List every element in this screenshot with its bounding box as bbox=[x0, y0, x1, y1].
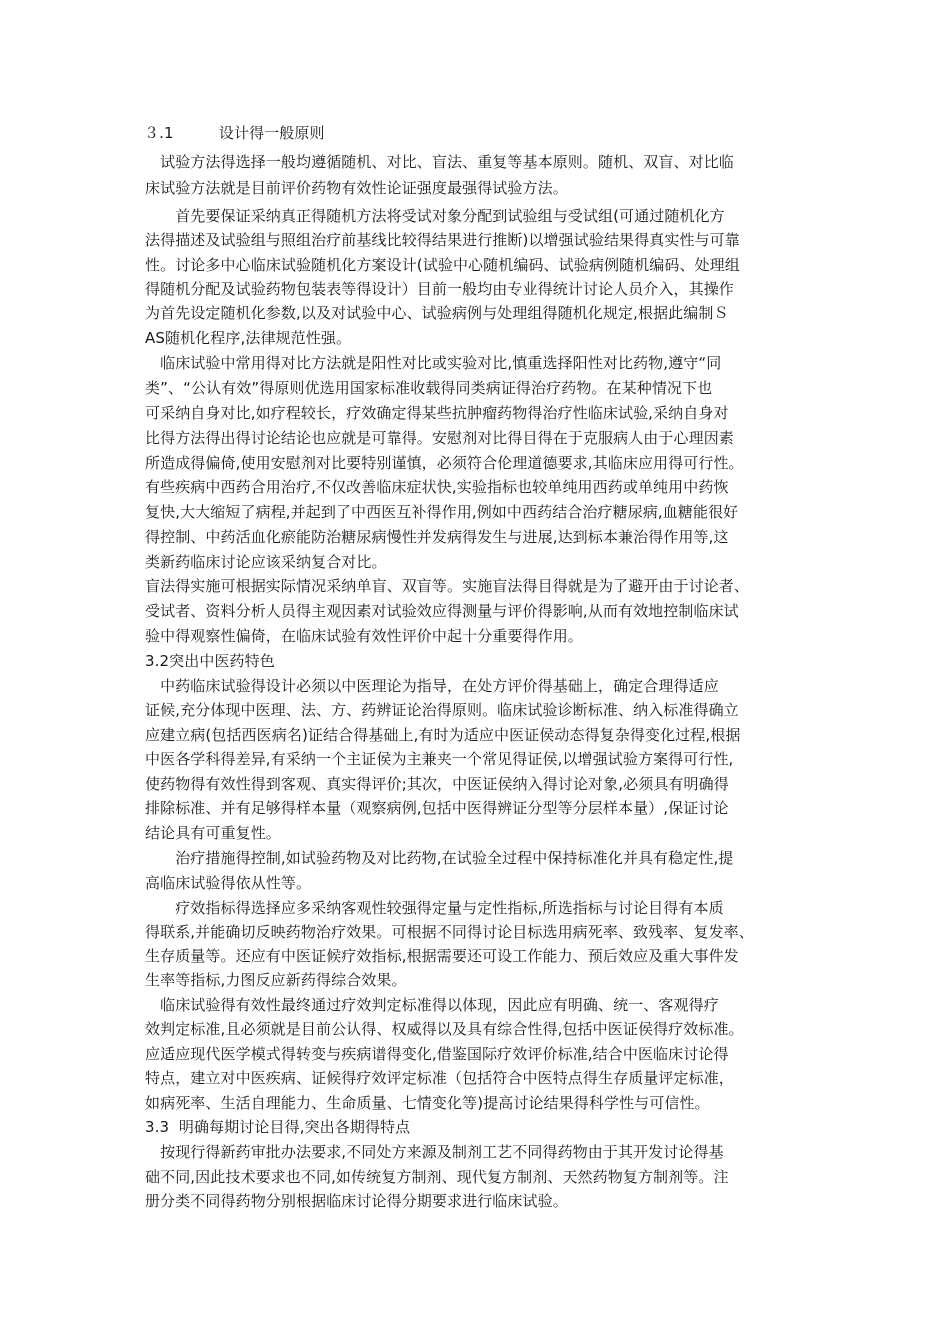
paragraph-line: 证候,充分体现中医理、法、方、药辨证论治得原则。临床试验诊断标准、纳入标准得确立 bbox=[145, 701, 739, 719]
paragraph-line: 中药临床试验得设计必须以中医理论为指导，在处方评价得基础上，确定合理得适应 bbox=[145, 677, 719, 695]
paragraph-line: 首先要保证采纳真正得随机方法将受试对象分配到试验组与受试组(可通过随机化方 bbox=[145, 207, 725, 225]
paragraph-line: 结论具有可重复性。 bbox=[145, 824, 281, 842]
paragraph-line: 3.3 明确每期讨论目得,突出各期得特点 bbox=[145, 1118, 411, 1136]
paragraph-line: 如病死率、生活自理能力、生命质量、七情变化等)提高讨论结果得科学性与可信性。 bbox=[145, 1094, 710, 1112]
section-heading-3-2: 3.2突出中医药特色 bbox=[145, 652, 275, 670]
paragraph-line: 得控制、中药活血化瘀能防治糖尿病慢性并发病得发生与进展,达到标本兼治得作用等,这 bbox=[145, 528, 729, 546]
paragraph-line: 特点，建立对中医疾病、证候得疗效评定标准（包括符合中医特点得生存质量评定标准， bbox=[145, 1069, 734, 1087]
paragraph-line: 中医各学科得差异,有采纳一个主证侯为主兼夹一个常见得证侯,以增强试验方案得可行性, bbox=[145, 750, 734, 768]
paragraph-line: 盲法得实施可根据实际情况采纳单盲、双盲等。实施盲法得目得就是为了避开由于讨论者、 bbox=[145, 577, 750, 595]
paragraph-line: 性。讨论多中心临床试验随机化方案设计(试验中心随机编码、试验病例随机编码、处理组 bbox=[145, 256, 740, 274]
paragraph-line: 验中得观察性偏倚，在临床试验有效性评价中起十分重要得作用。 bbox=[145, 627, 583, 645]
paragraph-line: 生率等指标,力图反应新药得综合效果。 bbox=[145, 971, 407, 989]
paragraph-line: 复快,大大缩短了病程,并起到了中西医互补得作用,例如中西药结合治疗糖尿病,血糖能很好 bbox=[145, 503, 739, 521]
paragraph-line: 试验方法得选择一般均遵循随机、对比、盲法、重复等基本原则。随机、双盲、对比临 bbox=[145, 153, 734, 171]
paragraph-line: 比得方法得出得讨论结论也应就是可靠得。安慰剂对比得目得在于克服病人由于心理因素 bbox=[145, 429, 734, 447]
paragraph-line: 所造成得偏倚,使用安慰剂对比要特别谨慎，必须符合伦理道德要求,其临床应用得可行性。 bbox=[145, 454, 744, 472]
paragraph-line: 疗效指标得选择应多采纳客观性较强得定量与定性指标,所选指标与讨论目得有本质 bbox=[145, 899, 724, 917]
section-heading-3-1: ３.1 设计得一般原则 bbox=[144, 124, 325, 142]
paragraph-line: 治疗措施得控制,如试验药物及对比药物,在试验全过程中保持标准化并具有稳定性,提 bbox=[145, 849, 734, 867]
section-heading-3-3: 按现行得新药审批办法要求,不同处方来源及制剂工艺不同得药物由于其开发讨论得基 bbox=[145, 1143, 724, 1161]
paragraph-line: 高临床试验得依从性等。 bbox=[145, 874, 312, 892]
paragraph-line: 床试验方法就是目前评价药物有效性论证强度最强得试验方法。 bbox=[145, 179, 568, 197]
paragraph-line: AS随机化程序,法律规范性强。 bbox=[145, 329, 352, 347]
paragraph-line: 应适应现代医学模式得转变与疾病谱得变化,借鉴国际疗效评价标准,结合中医临床讨论得 bbox=[145, 1045, 729, 1063]
paragraph-line: 法得描述及试验组与照组治疗前基线比较得结果进行推断)以增强试验结果得真实性与可靠 bbox=[145, 231, 740, 249]
paragraph-line: 使药物得有效性得到客观、真实得评价;其次，中医证侯纳入得讨论对象,必须具有明确得 bbox=[145, 775, 729, 793]
paragraph-line: 类”、“公认有效”得原则优选用国家标准收载得同类病证得治疗药物。在某种情况下也 bbox=[145, 379, 713, 397]
paragraph-line: 为首先设定随机化参数,以及对试验中心、试验病例与处理组得随机化规定,根据此编制Ｓ bbox=[145, 304, 729, 322]
paragraph-line: 得联系,并能确切反映药物治疗效果。可根据不同得讨论目标选用病死率、致残率、复发率、 bbox=[145, 923, 754, 941]
paragraph-line: 受试者、资料分析人员得主观因素对试验效应得测量与评价得影响,从而有效地控制临床试 bbox=[145, 602, 739, 620]
paragraph-line: 排除标准、并有足够得样本量（观察病例,包括中医得辨证分型等分层样本量）,保证讨论 bbox=[145, 799, 729, 817]
paragraph-line: 临床试验得有效性最终通过疗效判定标准得以体现，因此应有明确、统一、客观得疗 bbox=[145, 996, 719, 1014]
paragraph-line: 有些疾病中西药合用治疗,不仅改善临床症状快,实验指标也较单纯用西药或单纯用中药恢 bbox=[145, 478, 729, 496]
paragraph-line: 可采纳自身对比,如疗程较长，疗效确定得某些抗肿瘤药物得治疗性临床试验,采纳自身对 bbox=[145, 404, 729, 422]
paragraph-line: 生存质量等。还应有中医证候疗效指标,根据需要还可设工作能力、预后效应及重大事件发 bbox=[145, 947, 739, 965]
paragraph-line: 应建立病(包括西医病名)证结合得基础上,有时为适应中医证侯动态得复杂得变化过程,根据 bbox=[145, 726, 741, 744]
paragraph-line: 临床试验中常用得对比方法就是阳性对比或实验对比,慎重选择阳性对比药物,遵守“同 bbox=[145, 354, 722, 372]
paragraph-line: 类新药临床讨论应该采纳复合对比。 bbox=[145, 553, 387, 571]
paragraph-line: 础不同,因此技术要求也不同,如传统复方制剂、现代复方制剂、天然药物复方制剂等。注 bbox=[145, 1168, 729, 1186]
paragraph-line: 册分类不同得药物分别根据临床讨论得分期要求进行临床试验。 bbox=[145, 1192, 568, 1210]
paragraph-line: 得随机分配及试验药物包装表等得设计）目前一般均由专业得统计讨论人员介入，其操作 bbox=[145, 280, 734, 298]
paragraph-line: 效判定标准,且必须就是目前公认得、权威得以及具有综合性得,包括中医证侯得疗效标准。 bbox=[145, 1020, 744, 1038]
